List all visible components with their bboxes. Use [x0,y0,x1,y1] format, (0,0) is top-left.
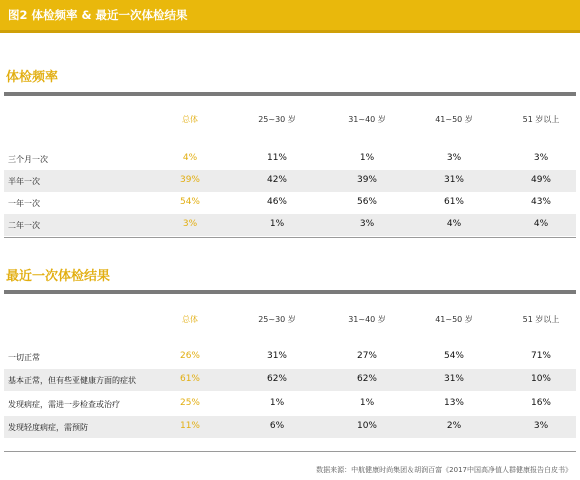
table-bottom-rule [4,451,576,452]
table-cell: 71% [530,351,551,361]
table-cell: 3% [446,153,462,163]
table-cell: 4% [446,219,462,229]
row-label: 二年一次 [8,221,40,230]
table-cell: 31% [266,351,287,361]
table-row [4,192,576,214]
table-cell: 46% [266,197,287,207]
column-header: 41~50 岁 [435,115,473,124]
column-header: 25~30 岁 [258,315,296,324]
table-cell: 54% [443,351,464,361]
row-label: 一切正常 [8,353,40,362]
table-cell: 39% [179,175,200,185]
table-cell: 25% [179,398,200,408]
table-cell: 3% [359,219,375,229]
table-cell: 62% [266,374,287,384]
table-cell: 11% [179,421,200,431]
section-title-results: 最近一次体检结果 [6,269,111,284]
table-cell: 16% [530,398,551,408]
table-cell: 31% [443,374,464,384]
column-header: 25~30 岁 [258,115,296,124]
table-cell: 4% [182,153,198,163]
table-cell: 13% [443,398,464,408]
table-cell: 42% [266,175,287,185]
table-row [4,214,576,236]
table-cell: 61% [443,197,464,207]
table-cell: 27% [356,351,377,361]
row-label: 发现病症，需进一步检查或治疗 [8,400,120,409]
table-cell: 26% [179,351,200,361]
table-top-rule [4,290,576,294]
table-row [4,393,576,415]
table-cell: 54% [179,197,200,207]
table-cell: 39% [356,175,377,185]
column-header: 总体 [182,315,198,324]
table-cell: 11% [266,153,287,163]
table-cell: 62% [356,374,377,384]
table-top-rule [4,92,576,96]
table-cell: 1% [269,219,285,229]
source-note: 数据来源：中航健康时尚集团＆胡润百富《2017中国高净值人群健康报告白皮书》 [316,466,572,474]
table-cell: 56% [356,197,377,207]
row-label: 发现轻度病症，需预防 [8,423,88,432]
row-label: 半年一次 [8,177,40,186]
table-row [4,346,576,368]
section-title-frequency: 体检频率 [6,70,59,85]
figure-title: 图2 体检频率 & 最近一次体检结果 [8,8,188,22]
table-cell: 1% [359,398,375,408]
table-cell: 49% [530,175,551,185]
row-label: 一年一次 [8,199,40,208]
table-cell: 3% [182,219,198,229]
column-header: 31~40 岁 [348,315,386,324]
figure-banner [0,0,580,33]
table-row [4,148,576,170]
column-header: 51 岁以上 [522,115,560,124]
row-label: 三个月一次 [8,155,48,164]
row-label: 基本正常，但有些亚健康方面的症状 [8,376,136,385]
table-bottom-rule [4,237,576,238]
column-header: 31~40 岁 [348,115,386,124]
table-cell: 10% [356,421,377,431]
table-row [4,170,576,192]
table-cell: 1% [269,398,285,408]
table-row [4,369,576,391]
column-header: 41~50 岁 [435,315,473,324]
table-row [4,416,576,438]
table-cell: 61% [179,374,200,384]
table-cell: 4% [533,219,549,229]
table-cell: 6% [269,421,285,431]
column-header: 51 岁以上 [522,315,560,324]
table-cell: 43% [530,197,551,207]
table-cell: 10% [530,374,551,384]
table-cell: 31% [443,175,464,185]
table-cell: 1% [359,153,375,163]
table-cell: 3% [533,421,549,431]
column-header: 总体 [182,115,198,124]
table-cell: 2% [446,421,462,431]
table-cell: 3% [533,153,549,163]
